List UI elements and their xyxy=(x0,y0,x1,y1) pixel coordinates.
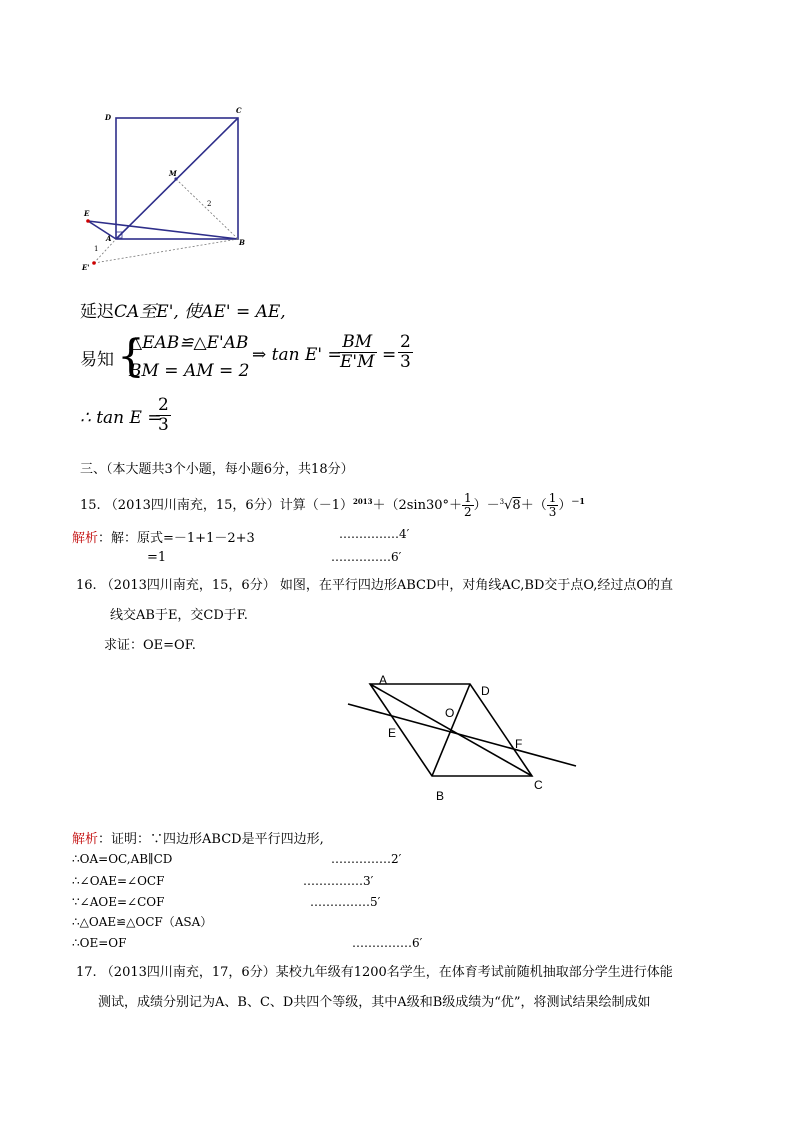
solution-16-row-5: ∴OE=OF xyxy=(72,936,127,950)
solution-16-row-2: ∴∠OAE=∠OCF xyxy=(72,874,165,888)
label-D2: D xyxy=(481,684,490,698)
solution-16-row-4: ∴△OAE≌△OCF（ASA） xyxy=(72,915,213,929)
solution-16-score-1: ……………2′ xyxy=(331,852,402,866)
solution-16-score-3: ……………5′ xyxy=(310,895,381,909)
label-C: C xyxy=(236,106,242,115)
question-15: 15. （2013四川南充，15，6分）计算$(-1)^{2013}+(2\sin 30^\circ+$ $\frac{1}{2}$ ）－$^3$√8＋（ $\frac{1}{3}$ ）$^{-1}$ xyxy=(80,491,585,520)
solution-15-score-2: ……………6′ xyxy=(331,550,402,564)
solution-16-row-1: ∴OA=OC,AB∥CD xyxy=(72,852,173,866)
question-16-line-3: 求证：OE=OF. xyxy=(104,638,196,653)
label-B2: B xyxy=(436,789,445,803)
square-geometry-figure xyxy=(78,104,258,274)
question-17-line-2: 测试，成绩分别记为A、B、C、D共四个等级，其中A级和B级成绩为“优”，将测试结果绘制成如 xyxy=(98,995,651,1010)
brace-row-2: BM = AM = 2 xyxy=(129,361,250,381)
label-B: B xyxy=(239,238,245,247)
parallelogram-figure xyxy=(346,672,582,808)
proof-line-1: 延迟CA至E', 使AE' = AE, xyxy=(80,302,286,322)
label-D: D xyxy=(105,113,112,122)
label-seg-1: 1 xyxy=(94,245,99,253)
label-F: F xyxy=(515,737,523,751)
label-seg-2: 2 xyxy=(207,200,212,208)
solution-15-score-1: ……………4′ xyxy=(339,527,410,541)
solution-15-line-2: =1 xyxy=(147,550,167,565)
solution-15-line-1: 解析：解：原式=－1+1－2+3 xyxy=(72,531,255,546)
question-17-line-1: 17. （2013四川南充，17，6分）某校九年级有1200名学生，在体育考试前随机抽取部分学生进行体能 xyxy=(76,965,673,980)
question-16-line-1: 16. （2013四川南充，15，6分） 如图，在平行四边形ABCD中，对角线AC,BD交于点O,经过点O的直 xyxy=(76,578,674,593)
label-O: O xyxy=(445,706,455,720)
section-heading: 三、（本大题共3个小题，每小题6分，共18分） xyxy=(80,462,354,477)
solution-16-line-1: 解析：证明：∵四边形ABCD是平行四边形, xyxy=(72,832,324,847)
label-M: M xyxy=(169,169,177,178)
solution-16-row-3: ∵∠AOE=∠COF xyxy=(72,895,165,909)
brace-row-1: △EAB≌△E'AB xyxy=(129,333,249,353)
solution-16-score-5: ……………6′ xyxy=(352,936,423,950)
label-A: A xyxy=(106,234,112,243)
solution-16-score-2: ……………3′ xyxy=(303,874,374,888)
label-C2: C xyxy=(534,778,543,792)
label-A2: A xyxy=(379,673,388,687)
label-E-prime: E' xyxy=(82,263,90,272)
question-16-line-2: 线交AB于E，交CD于F. xyxy=(110,608,248,623)
label-E: E xyxy=(84,209,90,218)
label-E2: E xyxy=(388,726,397,740)
